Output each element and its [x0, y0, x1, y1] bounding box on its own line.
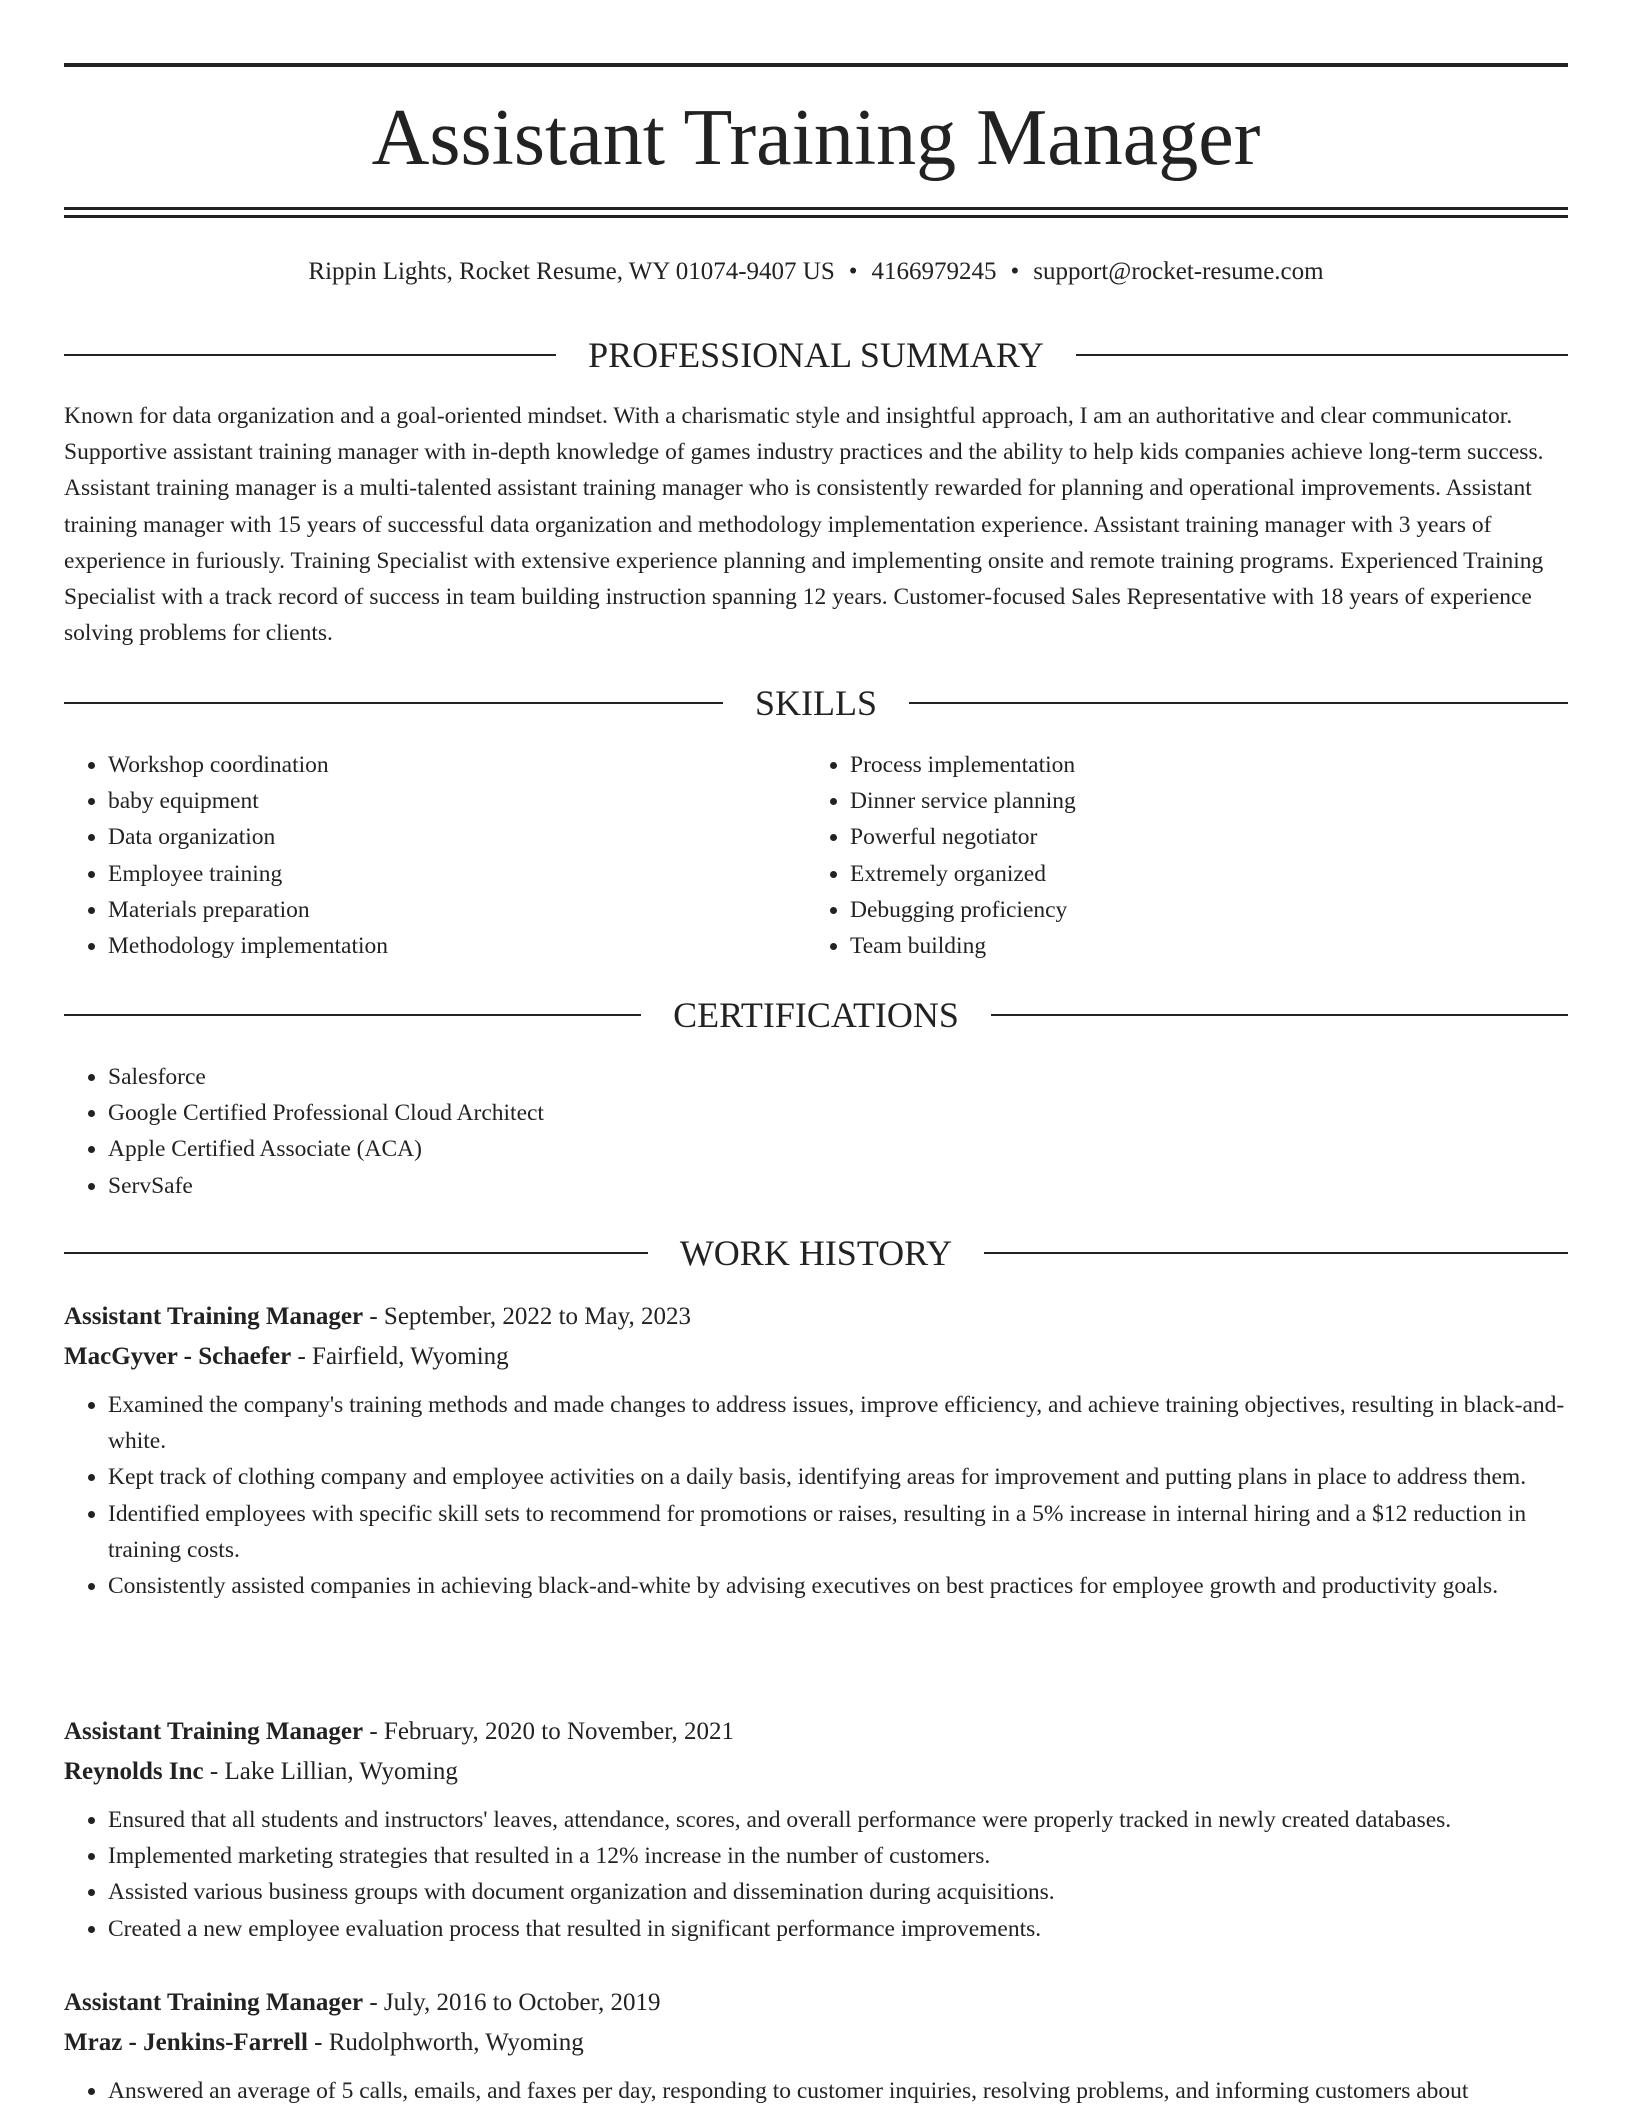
resume-title: Assistant Training Manager	[371, 94, 1261, 182]
header-top-rule	[64, 63, 1568, 67]
skill-item: • baby equipment	[108, 783, 806, 819]
job-bullet: • Implemented marketing strategies that resulted in a 12% increase in the number of customers.	[108, 1838, 1568, 1874]
skill-item: • Dinner service planning	[850, 783, 1548, 819]
skill-item: • Workshop coordination	[108, 747, 806, 783]
skills-column-left	[64, 747, 806, 964]
job-dates: - July, 2016 to October, 2019	[363, 1989, 661, 2016]
certifications-heading-text: CERTIFICATIONS	[673, 995, 959, 1035]
heading-rule-right	[984, 1252, 1568, 1254]
contact-phone: 4166979245	[871, 258, 997, 285]
certifications-heading	[64, 991, 1568, 1039]
skill-item: • Data organization	[108, 819, 806, 855]
skill-item: • Debugging proficiency	[850, 892, 1548, 928]
skill-item: • Materials preparation	[108, 892, 806, 928]
job-title-line	[64, 1983, 1568, 2023]
job-bullets	[64, 2073, 1568, 2109]
job-entry	[64, 1297, 1568, 1604]
certification-item: • Apple Certified Associate (ACA)	[108, 1131, 1568, 1167]
skill-item: • Extremely organized	[850, 856, 1548, 892]
work-history-heading-text: WORK HISTORY	[679, 1233, 953, 1273]
job-company: Reynolds Inc	[64, 1758, 204, 1785]
contact-email: support@rocket-resume.com	[1033, 258, 1324, 285]
heading-rule-right	[991, 1014, 1568, 1016]
job-bullets	[64, 1802, 1568, 1947]
job-bullet: • Identified employees with specific skill sets to recommend for promotions or raises, resulting in a 5% increase in internal hiring and a $12 reduction in training costs.	[108, 1496, 1568, 1568]
job-dates: - September, 2022 to May, 2023	[363, 1303, 691, 1330]
header-double-rule	[64, 207, 1568, 218]
contact-separator: •	[1010, 258, 1020, 285]
job-location: - Fairfield, Wyoming	[291, 1343, 509, 1370]
summary-text: Known for data organization and a goal-oriented mindset. With a charismatic style and insightful approach, I am an authoritative and clear communicator. Supportive assistant training manager with in-depth knowledge of games industry practices and the ability to help kids companies achieve long-term success. Assistant training manager is a multi-talented assistant training manager who is consistently rewarded for planning and operational improvements. Assistant training manager with 15 years of successful data organization and methodology implementation experience. Assistant training manager with 3 years of experience in furiously. Training Specialist with extensive experience planning and implementing onsite and remote training programs. Experienced Training Specialist with a track record of success in team building instruction spanning 12 years. Customer-focused Sales Representative with 18 years of experience solving problems for clients.	[64, 403, 1544, 647]
job-location: - Rudolphworth, Wyoming	[307, 2029, 584, 2056]
job-company-line	[64, 1337, 1568, 1377]
job-entry	[64, 1983, 1568, 2109]
job-company: Mraz - Jenkins-Farrell	[64, 2029, 308, 2056]
skill-item: • Powerful negotiator	[850, 819, 1548, 855]
job-bullet: • Created a new employee evaluation process that resulted in significant performance improvements.	[108, 1911, 1568, 1947]
job-title: Assistant Training Manager	[64, 1718, 364, 1745]
job-company-line	[64, 2023, 1568, 2063]
skill-item: • Team building	[850, 928, 1548, 964]
skill-item: • Methodology implementation	[108, 928, 806, 964]
job-location: - Lake Lillian, Wyoming	[203, 1758, 458, 1785]
certification-item: • Google Certified Professional Cloud Architect	[108, 1095, 1568, 1131]
job-bullet: • Answered an average of 5 calls, emails, and faxes per day, responding to customer inquiries, resolving problems, and informing customers about	[108, 2073, 1568, 2109]
job-bullet: • Ensured that all students and instructors' leaves, attendance, scores, and overall performance were properly tracked in newly created databases.	[108, 1802, 1568, 1838]
job-dates: - February, 2020 to November, 2021	[363, 1718, 735, 1745]
certifications-list	[64, 1059, 1568, 1204]
heading-rule-left	[64, 1252, 648, 1254]
work-history-heading	[64, 1229, 1568, 1277]
job-title-line	[64, 1297, 1568, 1337]
summary-heading-text: PROFESSIONAL SUMMARY	[588, 335, 1044, 375]
skill-item: • Process implementation	[850, 747, 1548, 783]
job-entry	[64, 1712, 1568, 1947]
heading-rule-left	[64, 702, 723, 704]
job-company-line	[64, 1752, 1568, 1792]
skills-heading-text: SKILLS	[755, 683, 878, 723]
heading-rule-left	[64, 354, 556, 356]
job-bullet: • Consistently assisted companies in achieving black-and-white by advising executives on best practices for employee growth and productivity goals.	[108, 1568, 1568, 1604]
skills-heading	[64, 679, 1568, 727]
skills-column-right	[806, 747, 1548, 964]
heading-rule-right	[1076, 354, 1568, 356]
contact-line	[64, 254, 1568, 290]
heading-rule-left	[64, 1014, 641, 1016]
contact-address: Rippin Lights, Rocket Resume, WY 01074-9407 US	[308, 258, 835, 285]
job-bullet: • Examined the company's training methods and made changes to address issues, improve efficiency, and achieve training objectives, resulting in black-and-white.	[108, 1387, 1568, 1459]
job-bullet: • Kept track of clothing company and employee activities on a daily basis, identifying areas for improvement and putting plans in place to address them.	[108, 1459, 1568, 1495]
job-company: MacGyver - Schaefer	[64, 1343, 292, 1370]
job-bullet: • Assisted various business groups with document organization and dissemination during acquisitions.	[108, 1874, 1568, 1910]
job-bullets	[64, 1387, 1568, 1604]
job-title-line	[64, 1712, 1568, 1752]
contact-separator: •	[848, 258, 858, 285]
summary-heading	[64, 331, 1568, 379]
heading-rule-right	[909, 702, 1568, 704]
certification-item: • Salesforce	[108, 1059, 1568, 1095]
certification-item: • ServSafe	[108, 1168, 1568, 1204]
skills-list	[64, 747, 1568, 964]
job-title: Assistant Training Manager	[64, 1303, 364, 1330]
skill-item: • Employee training	[108, 856, 806, 892]
job-title: Assistant Training Manager	[64, 1989, 364, 2016]
